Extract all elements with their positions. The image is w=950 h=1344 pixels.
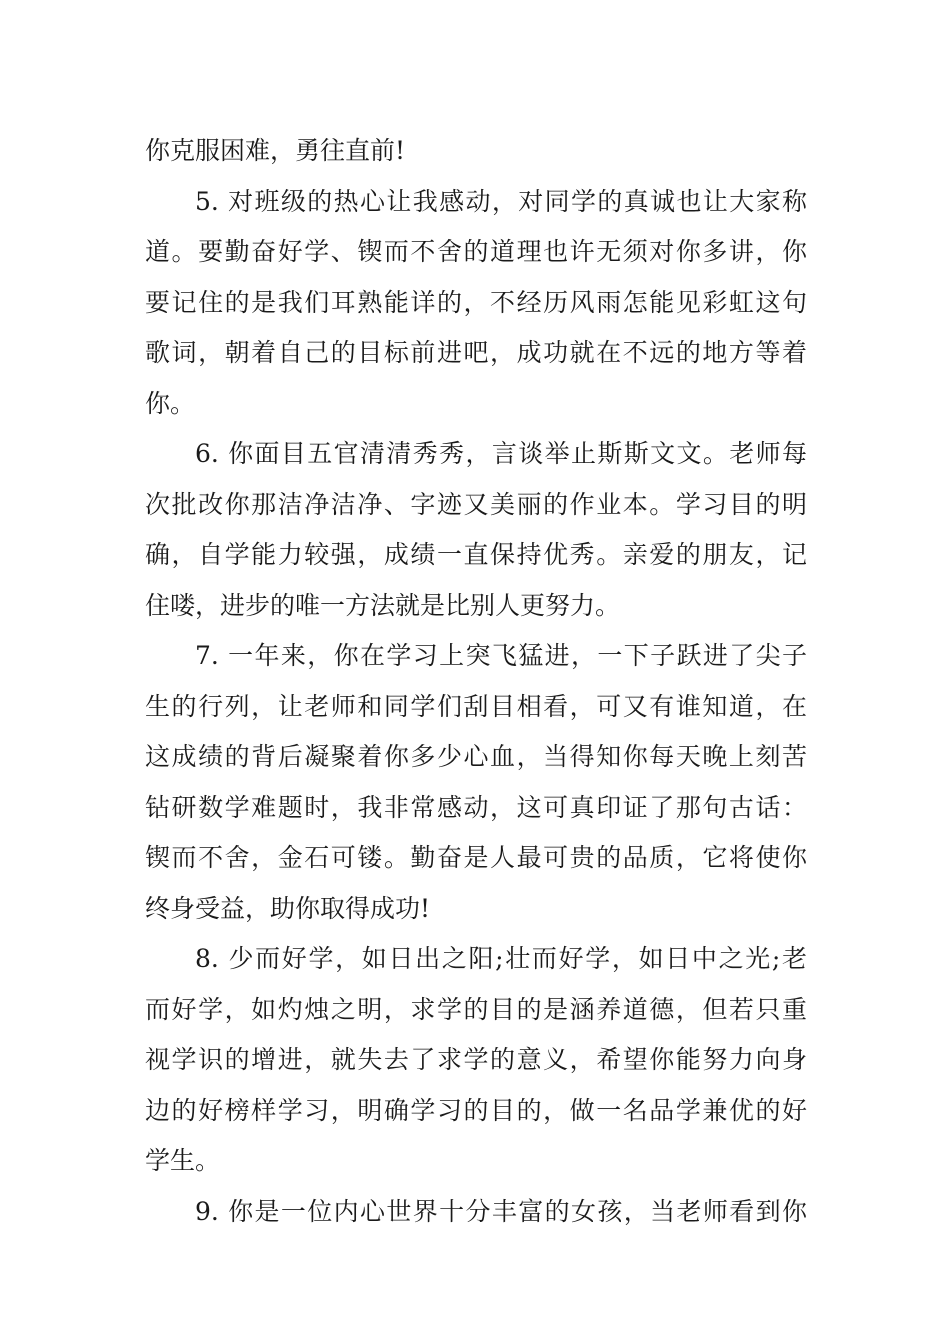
paragraph-p5: [145, 177, 807, 430]
text-line: 6. 你面目五官清清秀秀，言谈举止斯斯文文。老师每: [195, 439, 807, 468]
text-line: 生的行列，让老师和同学们刮目相看，可又有谁知道，在: [145, 691, 807, 721]
paragraph-p8: [145, 934, 807, 1187]
text-line: 你。: [145, 388, 196, 418]
text-line: 次批改你那洁净洁净、字迹又美丽的作业本。学习目的明: [145, 489, 807, 519]
text-line: 歌词，朝着自己的目标前进吧，成功就在不远的地方等着: [145, 338, 807, 367]
text-line: 边的好榜样学习，明确学习的目的，做一名品学兼优的好: [145, 1095, 807, 1125]
text-line: 7. 一年来，你在学习上突飞猛进，一下子跃进了尖子: [195, 641, 807, 670]
text-line: 钻研数学难题时，我非常感动，这可真印证了那句古话：: [145, 792, 807, 822]
text-line: 确，自学能力较强，成绩一直保持优秀。亲爱的朋友，记: [145, 540, 807, 569]
text-line: 8. 少而好学，如日出之阳;壮而好学，如日中之光;老: [195, 944, 807, 973]
text-line: 要记住的是我们耳熟能详的，不经历风雨怎能见彩虹这句: [145, 287, 807, 317]
text-line: 这成绩的背后凝聚着你多少心血，当得知你每天晚上刻苦: [145, 742, 807, 771]
text-line: 道。要勤奋好学、锲而不舍的道理也许无须对你多讲，你: [145, 237, 807, 266]
text-line: 你克服困难，勇往直前!: [145, 136, 406, 165]
text-line: 5. 对班级的热心让我感动，对同学的真诚也让大家称: [195, 186, 807, 216]
text-line: 9. 你是一位内心世界十分丰富的女孩，当老师看到你: [195, 1196, 807, 1226]
paragraph-p9: [145, 1187, 807, 1238]
text-line: 锲而不舍，金石可镂。勤奋是人最可贵的品质，它将使你: [145, 843, 807, 872]
text-line: 视学识的增进，就失去了求学的意义，希望你能努力向身: [145, 1045, 807, 1074]
paragraph-p7: [145, 631, 807, 934]
text-line: 终身受益，助你取得成功!: [145, 893, 431, 923]
paragraph-p6: [145, 429, 807, 631]
text-line: 住喽，进步的唯一方法就是比别人更努力。: [145, 590, 621, 620]
text-line: 学生。: [145, 1146, 221, 1175]
paragraph-p4-tail: [145, 126, 807, 177]
document-body: [145, 126, 807, 1237]
text-line: 而好学，如灼烛之明，求学的目的是涵养道德，但若只重: [145, 994, 807, 1024]
